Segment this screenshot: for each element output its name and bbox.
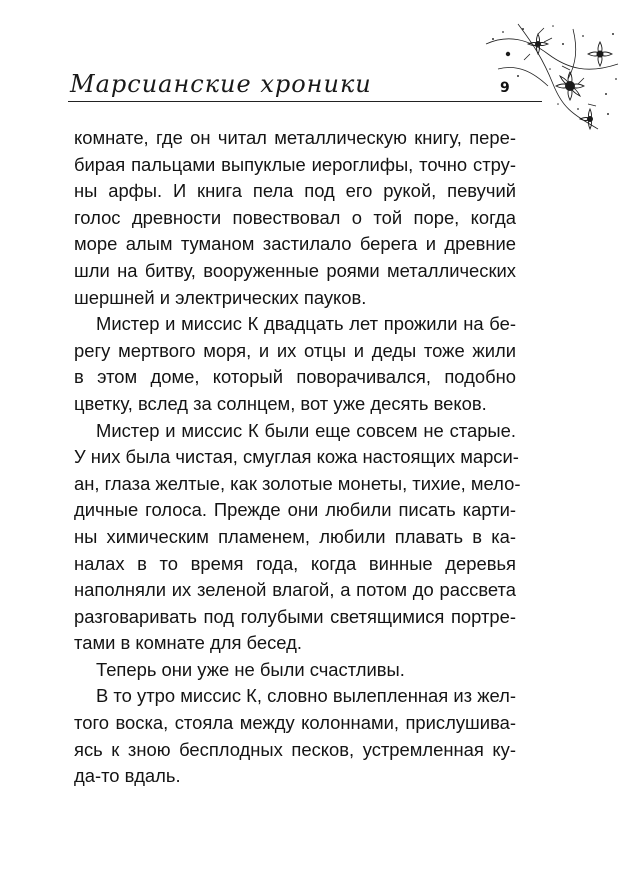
text-line: шершней и электрических пауков.	[74, 286, 367, 308]
text-line: регу мертвого моря, и их отцы и деды тоже жили	[74, 339, 516, 361]
text-line: в этом доме, который поворачивался, подобно	[74, 366, 516, 388]
text-line: ны арфы. И книга пела под его рукой, певучий	[74, 180, 516, 202]
text-line: да-то вдаль.	[74, 765, 181, 787]
text-line: налах в то время года, когда винные деревья	[74, 552, 516, 574]
header-rule	[68, 101, 542, 102]
text-line: разговаривать под голубыми светящимися портре-	[74, 605, 516, 627]
text-line: Теперь они уже не были счастливы.	[96, 658, 405, 680]
text-line: ясь к зною бесплодных песков, устремленная ку-	[74, 738, 516, 760]
body-text	[74, 125, 521, 790]
running-title: Марсианские хроники	[70, 70, 372, 98]
text-line: Мистер и миссис К двадцать лет прожили на бе-	[96, 313, 516, 335]
text-line: ны химическим пламенем, любили плавать в ка-	[74, 525, 516, 547]
text-line: наполняли их зеленой влагой, а потом до рассвета	[74, 579, 516, 601]
text-line: шли на битву, вооруженные роями металлических	[74, 259, 516, 281]
text-line: комнате, где он читал металлическую книгу, пере-	[74, 127, 516, 148]
text-line: того воска, стояла между колоннами, прислушива-	[74, 712, 516, 734]
text-line: ан, глаза желтые, как золотые монеты, тихие, мело-	[74, 472, 521, 494]
text-line: дичные голоса. Прежде они любили писать карти-	[74, 499, 516, 521]
text-line: цветку, вслед за солнцем, вот уже десять веков.	[74, 392, 487, 414]
text-line: Мистер и миссис К были еще совсем не старые.	[96, 419, 516, 441]
text-line: бирая пальцами выпуклые иероглифы, точно стру-	[74, 153, 516, 175]
text-line: море алым туманом застилало берега и древние	[74, 233, 516, 255]
text-line: голос древности повествовал о той поре, когда	[74, 206, 516, 228]
text-line: У них была чистая, смуглая кожа настоящих марси-	[74, 446, 519, 468]
floral-ornament-icon	[478, 14, 621, 134]
text-line: тами в комнате для бесед.	[74, 632, 302, 654]
page-number: 9	[500, 80, 510, 96]
text-line: В то утро миссис К, словно вылепленная из жел-	[96, 685, 516, 707]
page-header	[0, 0, 621, 130]
